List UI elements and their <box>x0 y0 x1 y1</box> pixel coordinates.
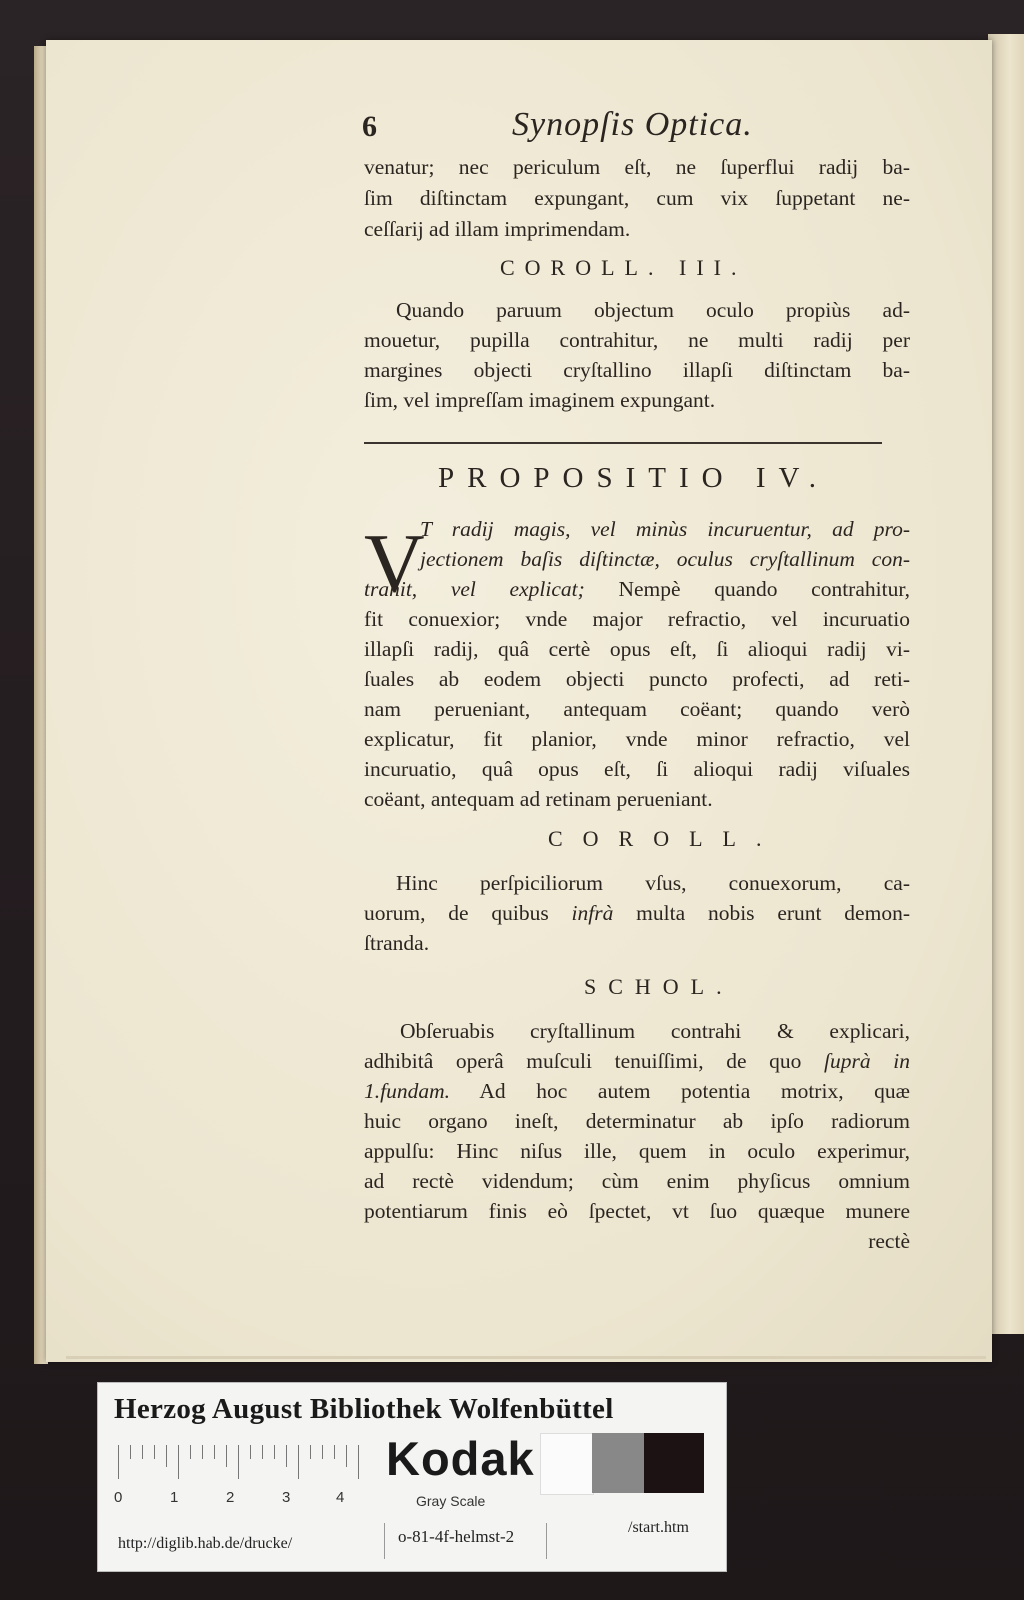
text-line: margines objecti cryſtallino illapſi diſtinctam ba- <box>364 358 910 382</box>
roman-span: Ad hoc autem potentia motrix, quæ <box>450 1079 910 1103</box>
running-head: Synopſis Optica. <box>512 106 753 143</box>
page-number: 6 <box>362 110 377 143</box>
url-right: /start.htm <box>628 1519 689 1536</box>
corollary-heading: COROLL. <box>548 826 782 851</box>
drop-capital: V <box>364 517 425 610</box>
text-line: jectionem baſis diſtinctæ, oculus cryſtallinum con- <box>420 547 910 571</box>
scholium-heading: SCHOL. <box>584 974 734 999</box>
text-line: ſuales ab eodem objecti puncto profecti, ad reti- <box>364 667 910 691</box>
ruler-number: 3 <box>282 1489 291 1506</box>
ruler-number: 1 <box>170 1489 179 1506</box>
text-line: ad rectè videndum; cùm enim phyſicus omnium <box>364 1169 910 1193</box>
page-header <box>362 106 912 150</box>
roman-span: adhibitâ operâ muſculi tenuiſſimi, de quo <box>364 1049 825 1073</box>
gray-scale-label: Gray Scale <box>416 1493 486 1509</box>
italic-span: infrà <box>571 901 614 925</box>
ruler-number: 4 <box>336 1489 345 1506</box>
italic-span: 1.fundam. <box>364 1079 450 1103</box>
text-line <box>364 898 910 928</box>
corollary-3-heading: COROLL. III. <box>500 255 747 280</box>
section-divider <box>364 442 882 444</box>
gray-swatch-white <box>540 1433 594 1495</box>
text-line: mouetur, pupilla contrahitur, ne multi radij per <box>364 328 910 352</box>
ruler-number: 2 <box>226 1489 235 1506</box>
roman-span: uorum, de quibus <box>364 901 572 925</box>
separator <box>546 1523 547 1559</box>
library-name: Herzog August Bibliothek Wolfenbüttel <box>114 1393 614 1425</box>
text-line: Quando paruum objectum oculo propiùs ad- <box>396 298 910 322</box>
kodak-logo: Kodak <box>386 1432 535 1485</box>
url-middle: o-81-4f-helmst-2 <box>398 1527 515 1546</box>
text-line: illapſi radij, quâ certè opus eſt, ſi alioqui radij vi- <box>364 637 910 661</box>
text-line: ſim, vel impreſſam imaginem expungant. <box>364 388 716 412</box>
text-line: huic organo ineſt, determinatur ab ipſo radiorum <box>364 1109 910 1133</box>
text-line: Obſeruabis cryſtallinum contrahi & explicari, <box>400 1019 910 1043</box>
text-line: explicatur, fit planior, vnde minor refractio, vel <box>364 727 910 751</box>
text-line: coëant, antequam ad retinam perueniant. <box>364 787 713 811</box>
url-left: http://diglib.hab.de/drucke/ <box>118 1535 293 1552</box>
text-line: venatur; nec periculum eſt, ne ſuperflui radij ba- <box>364 155 910 179</box>
italic-span: ſuprà in <box>824 1049 910 1073</box>
text-line: ceſſarij ad illam imprimendam. <box>364 217 631 241</box>
catchword: rectè <box>868 1229 910 1253</box>
text-line: nam perueniant, antequam coëant; quando verò <box>364 697 910 721</box>
text-line: T radij magis, vel minùs incuruentur, ad pro- <box>420 517 910 541</box>
roman-span: multa nobis erunt demon- <box>613 901 910 925</box>
separator <box>384 1523 385 1559</box>
text-line: incuruatio, quâ opus eſt, ſi alioqui radij viſuales <box>364 757 910 781</box>
roman-span: Nempè quando contrahitur, <box>584 577 911 601</box>
text-line: appulſu: Hinc niſus ille, quem in oculo experimur, <box>364 1139 910 1163</box>
text-line <box>364 1046 910 1076</box>
kodak-color-target <box>97 1382 727 1572</box>
italic-span: trahit, vel explicat; <box>364 577 585 601</box>
text-line: fit conuexior; vnde major refractio, vel incuruatio <box>364 607 910 631</box>
text-line: potentiarum finis eò ſpectet, vt ſuo quæque munere <box>364 1199 910 1223</box>
text-line <box>364 1076 910 1106</box>
gray-swatch-mid <box>592 1433 644 1493</box>
gray-swatch-black <box>644 1433 704 1493</box>
text-line <box>364 574 910 604</box>
text-line: ſim diſtinctam expungant, cum vix ſuppetant ne- <box>364 186 910 210</box>
text-line: Hinc perſpiciliorum vſus, conuexorum, ca- <box>396 871 910 895</box>
ruler-number: 0 <box>114 1489 123 1506</box>
proposition-heading: PROPOSITIO IV. <box>438 462 829 494</box>
text-line: ſtranda. <box>364 931 430 955</box>
ruler-scale <box>114 1445 366 1506</box>
